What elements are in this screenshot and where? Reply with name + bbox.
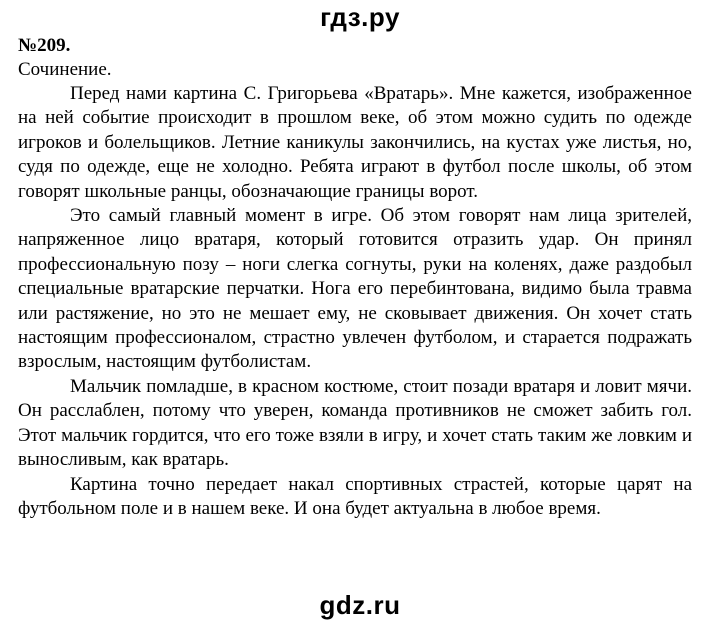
watermark-top: гдз.ру — [320, 2, 400, 32]
paragraph-1: Перед нами картина С. Григорьева «Вратарь». Мне кажется, изображенное на ней событие происходит в прошлом веке, об этом можно судить по одежде игроков и болельщиков. Летние каникулы закончились, на кустах уже листья, но, судя по одежде, еще не холодно. Ребята играют в футбол после школы, об этом говорят школьные ранцы, обозначающие границы ворот. — [18, 83, 692, 202]
watermark-bottom: gdz.ru — [319, 590, 401, 620]
task-genre: Сочинение. — [18, 59, 112, 80]
paragraph-4: Картина точно передает накал спортивных страстей, которые царят на футбольном поле и в нашем веке. И она будет актуальна в любое время. — [18, 473, 692, 519]
essay-content — [18, 34, 692, 521]
paragraph-3: Мальчик помладше, в красном костюме, стоит позади вратаря и ловит мячи. Он расслаблен, потому что уверен, команда противников не сможет забить гол. Этот мальчик гордится, что его тоже взяли в игру, и хочет стать таким же ловким и выносливым, как вратарь. — [18, 375, 692, 471]
paragraph-2: Это самый главный момент в игре. Об этом говорят нам лица зрителей, напряженное лицо вратаря, который готовится отразить удар. Он принял профессиональную позу – ноги слегка согнуты, руки на коленях, даже раздобыл специальные вратарские перчатки. Нога его перебинтована, видимо была травма или растяжение, но это не мешает ему, не сковывает движения. Он хочет стать настоящим профессионалом, страстно увлечен футболом, и старается подражать взрослым, настоящим футболистам. — [18, 205, 692, 373]
task-number: №209. — [18, 35, 71, 56]
